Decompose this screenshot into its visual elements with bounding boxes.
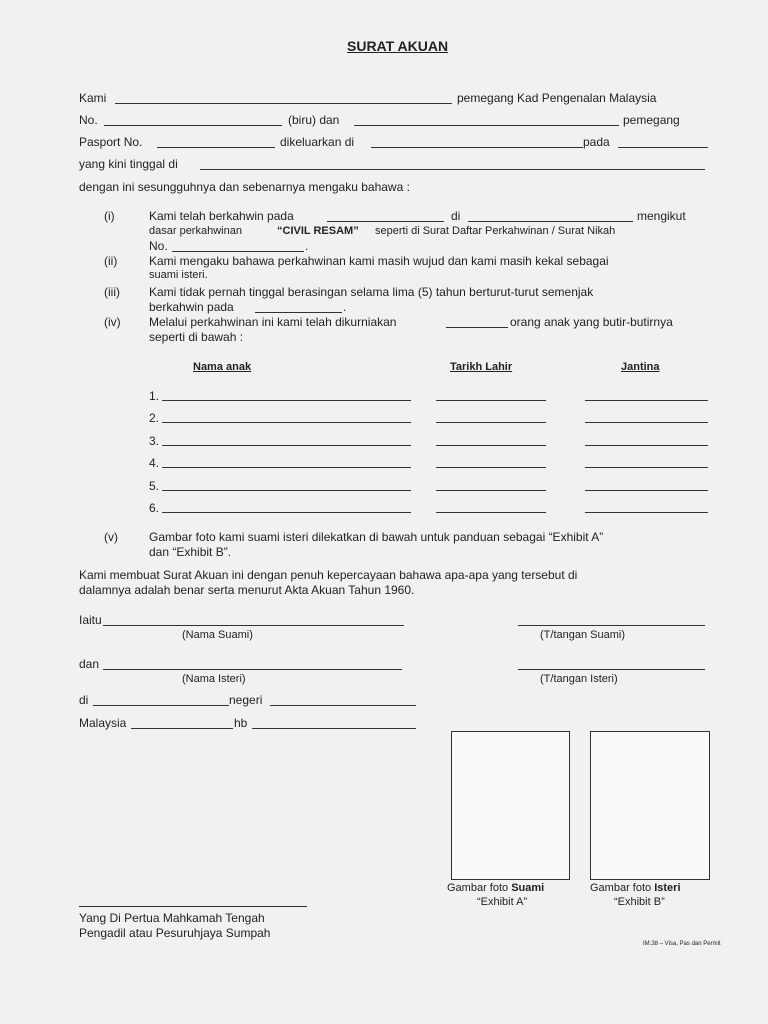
table-row-number: 1. [149,389,160,403]
field-nama-anak-6[interactable] [162,512,411,513]
item-ii-number: (ii) [104,254,118,268]
caption-exhibit-a: “Exhibit A” [477,896,528,908]
field-tandatangan-isteri[interactable] [518,669,705,670]
table-row-number: 3. [149,434,160,448]
footer-line1: Yang Di Pertua Mahkamah Tengah [79,911,265,925]
caption-gambar-suami [447,881,544,895]
label-negeri: negeri [229,693,263,707]
field-nama-anak-2[interactable] [162,422,411,423]
label-biru: (biru) dan [288,113,340,127]
field-tarikh-lahir-5[interactable] [436,490,546,491]
field-tempat-kahwin[interactable] [468,221,633,222]
item-i-text-a: Kami telah berkahwin pada [149,209,294,223]
item-v-line2: dan “Exhibit B”. [149,545,232,559]
label-dan: dan [79,657,100,671]
caption-exhibit-b: “Exhibit B” [614,896,665,908]
field-alamat[interactable] [200,169,705,170]
item-ii-line1: Kami mengaku bahawa perkahwinan kami masih wujud dan kami masih kekal sebagai [149,254,609,268]
caption-nama-suami: (Nama Suami) [182,629,253,641]
field-jantina-2[interactable] [585,422,708,423]
table-header-tarikh: Tarikh Lahir [450,361,513,373]
item-iii-line2: berkahwin pada [149,300,234,314]
item-iii-line1: Kami tidak pernah tinggal berasingan selama lima (5) tahun berturut-turut semenjak [149,285,594,299]
field-kami-name[interactable] [115,103,452,104]
item-iii-number: (iii) [104,285,120,299]
caption-gambar-isteri [590,881,681,895]
field-no-surat-nikah[interactable] [172,251,304,252]
label-mengaku: dengan ini sesungguhnya dan sebenarnya mengaku bahawa : [79,180,410,194]
field-no-1[interactable] [104,125,282,126]
document-title: SURAT AKUAN [347,38,449,54]
field-jantina-5[interactable] [585,490,708,491]
field-jantina-4[interactable] [585,467,708,468]
item-iv-line2: seperti di bawah : [149,330,244,344]
photo-box-isteri[interactable] [590,731,710,880]
table-row-number: 5. [149,479,160,493]
table-row-number: 4. [149,456,160,470]
label-pemegang: pemegang [623,113,680,127]
field-tarikh-kahwin[interactable] [327,221,444,222]
table-row-number: 6. [149,501,160,515]
label-malaysia: Malaysia [79,716,127,730]
item-v-line1: Gambar foto kami suami isteri dilekatkan di bawah untuk panduan sebagai “Exhibit A” [149,530,604,544]
field-nama-suami[interactable] [103,625,404,626]
item-i-mengikut: mengikut [637,209,686,223]
field-nama-anak-5[interactable] [162,490,411,491]
field-dikeluarkan[interactable] [371,147,583,148]
field-pesuruhjaya-signature[interactable] [79,906,307,907]
label-pada: pada [583,135,610,149]
label-pemegang-kp: pemegang Kad Pengenalan Malaysia [457,91,657,105]
field-tarikh-lahir-4[interactable] [436,467,546,468]
label-kami: Kami [79,91,107,105]
declaration-line2: dalamnya adalah benar serta menurut Akta Akuan Tahun 1960. [79,583,415,597]
item-iv-number: (iv) [104,315,121,329]
field-malaysia[interactable] [131,728,233,729]
field-jantina-3[interactable] [585,445,708,446]
item-iv-text-a: Melalui perkahwinan ini kami telah dikurniakan [149,315,397,329]
item-v-number: (v) [104,530,118,544]
caption-gambar-isteri-bold: Isteri [654,882,681,894]
item-iv-text-b: orang anak yang butir-butirnya [510,315,673,329]
field-tandatangan-suami[interactable] [518,625,705,626]
table-header-nama: Nama anak [193,361,252,373]
label-hb: hb [234,716,248,730]
caption-gambar-suami-bold: Suami [511,882,545,894]
table-row-number: 2. [149,411,160,425]
label-tinggal: yang kini tinggal di [79,157,178,171]
item-i-civil-resam: “CIVIL RESAM” [277,225,359,237]
form-code: IM.38 – Visa, Pas dan Permit [643,941,721,947]
item-i-dot: . [305,239,309,253]
item-i-number: (i) [104,209,115,223]
table-header-jantina: Jantina [621,361,660,373]
field-tarikh-lahir-2[interactable] [436,422,546,423]
photo-box-suami[interactable] [451,731,570,880]
field-tarikh-lahir-3[interactable] [436,445,546,446]
field-pada[interactable] [618,147,708,148]
field-tarikh-berkahwin[interactable] [255,312,342,313]
item-i-dasar: dasar perkahwinan [149,225,242,237]
item-iii-dot: . [343,300,347,314]
field-tarikh-lahir-1[interactable] [436,400,546,401]
field-tarikh-lahir-6[interactable] [436,512,546,513]
field-nama-anak-1[interactable] [162,400,411,401]
item-ii-line2: suami isteri. [149,269,208,281]
field-di[interactable] [93,705,229,706]
label-pasport: Pasport No. [79,135,143,149]
field-jantina-1[interactable] [585,400,708,401]
declaration-line1: Kami membuat Surat Akuan ini dengan penuh kepercayaan bahawa apa-apa yang tersebut di [79,568,578,582]
item-i-di: di [451,209,461,223]
caption-tt-isteri: (T/tangan Isteri) [540,673,618,685]
label-di: di [79,693,89,707]
caption-gambar-suami-prefix: Gambar foto [447,882,509,894]
field-bilangan-anak[interactable] [446,327,508,328]
field-jantina-6[interactable] [585,512,708,513]
item-i-seperti: seperti di Surat Daftar Perkahwinan / Surat Nikah [375,225,616,237]
field-pasport[interactable] [157,147,275,148]
label-dikeluarkan: dikeluarkan di [280,135,355,149]
field-partner[interactable] [354,125,619,126]
field-negeri[interactable] [270,705,416,706]
field-nama-anak-4[interactable] [162,467,411,468]
field-nama-isteri[interactable] [103,669,402,670]
item-i-no: No. [149,239,168,253]
field-hb[interactable] [252,728,416,729]
footer-line2: Pengadil atau Pesuruhjaya Sumpah [79,926,271,940]
field-nama-anak-3[interactable] [162,445,411,446]
label-iaitu: Iaitu [79,613,102,627]
label-no: No. [79,113,98,127]
caption-nama-isteri: (Nama Isteri) [182,673,246,685]
caption-gambar-isteri-prefix: Gambar foto [590,882,652,894]
caption-tt-suami: (T/tangan Suami) [540,629,625,641]
